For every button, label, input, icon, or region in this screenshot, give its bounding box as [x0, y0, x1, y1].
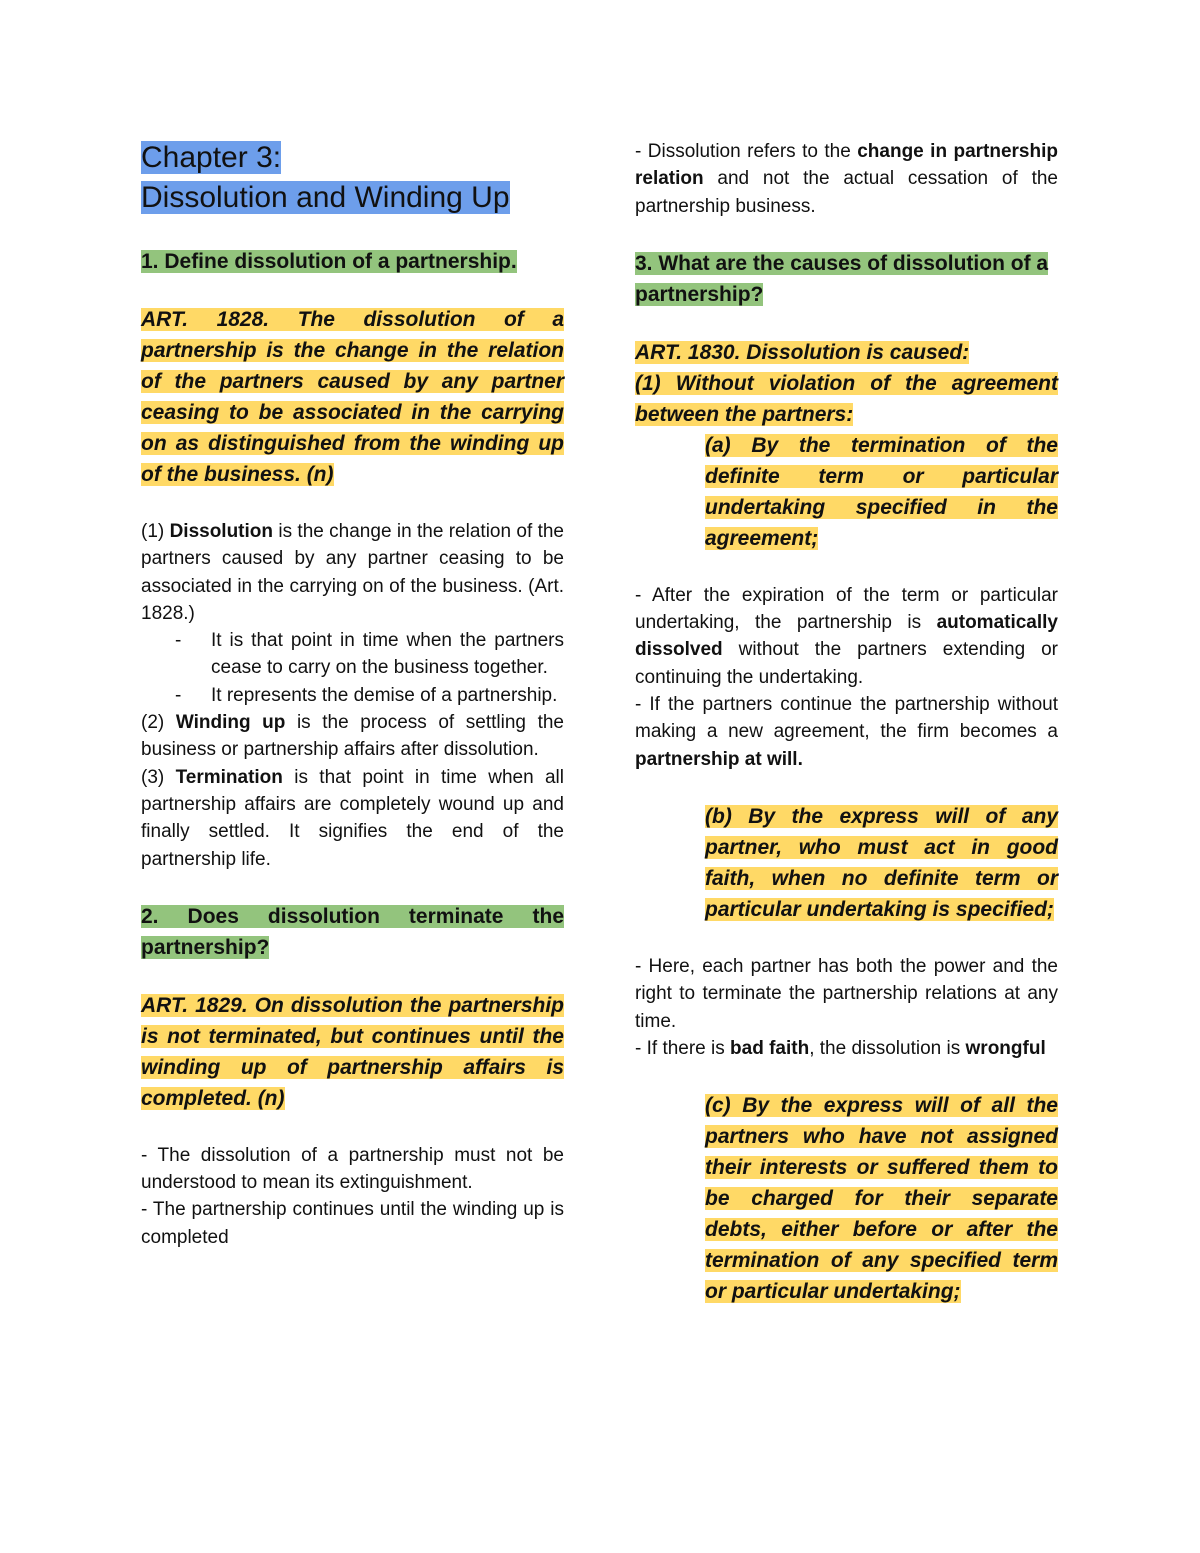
item-a-note-2: - If the partners continue the partnership without making a new agreement, the firm becomes a partnership at will. [635, 694, 1058, 770]
item-b-note-1: - Here, each partner has both the power and the right to terminate the partnership relations at any time. [635, 955, 1058, 1032]
dissolution-bullet-list [141, 627, 564, 709]
article-1830-title: ART. 1830. Dissolution is caused: [635, 340, 970, 364]
article-1829: ART. 1829. On dissolution the partnership is not terminated, but continues until the winding up of partnership affairs is completed. (n) [141, 993, 564, 1110]
article-1830-item-c: (c) By the express will of all the partners who have not assigned their interests or suffered them to be charged for their separate debts, either before or after the termination of any specified term or particular undertaking; [705, 1094, 1058, 1304]
right-column [635, 138, 1058, 1307]
list-item: - It is that point in time when the partners cease to carry on the business together. [211, 627, 564, 682]
article-1828: ART. 1828. The dissolution of a partnership is the change in the relation of the partners caused by any partner ceasing to be associated in the carrying on as distinguished from the winding up of the business. (n) [141, 308, 564, 486]
list-item: - It represents the demise of a partnership. [211, 682, 564, 709]
question-1: 1. Define dissolution of a partnership. [141, 250, 517, 273]
question-3: 3. What are the causes of dissolution of a partnership? [635, 251, 1049, 306]
paragraph-termination: (3) Termination is that point in time when all partnership affairs are completely wound up and finally settled. It signifies the end of the partnership life. [141, 766, 564, 870]
paragraph-winding-up: (2) Winding up is the process of settling the business or partnership affairs after dissolution. [141, 712, 564, 761]
note-winding-up-completed: - The partnership continues until the winding up is completed [141, 1199, 564, 1248]
chapter-title-line1: Chapter 3: [141, 141, 282, 174]
item-a-note-1: - After the expiration of the term or particular undertaking, the partnership is automatically dissolved without the partners extending or continuing the undertaking. [635, 584, 1058, 688]
article-1830-clause-1: (1) Without violation of the agreement between the partners: [635, 371, 1058, 426]
question-2: 2. Does dissolution terminate the partnership? [141, 904, 564, 959]
item-b-note-2: - If there is bad faith, the dissolution is wrongful [635, 1037, 1046, 1059]
note-change-in-relation: - Dissolution refers to the change in partnership relation and not the actual cessation of the partnership business. [635, 141, 1058, 217]
chapter-title-line2: Dissolution and Winding Up [141, 181, 510, 214]
note-extinguishment: - The dissolution of a partnership must not be understood to mean its extinguishment. [141, 1144, 564, 1194]
paragraph-dissolution: (1) Dissolution is the change in the relation of the partners caused by any partner ceasing to be associated in the carrying on of the business. (Art. 1828.) [141, 521, 564, 624]
article-1830-item-a: (a) By the termination of the definite term or particular undertaking specified in the agreement; [705, 433, 1058, 550]
article-1830-item-b: (b) By the express will of any partner, who must act in good faith, when no definite term or particular undertaking is specified; [705, 804, 1058, 921]
left-column [141, 138, 564, 1251]
